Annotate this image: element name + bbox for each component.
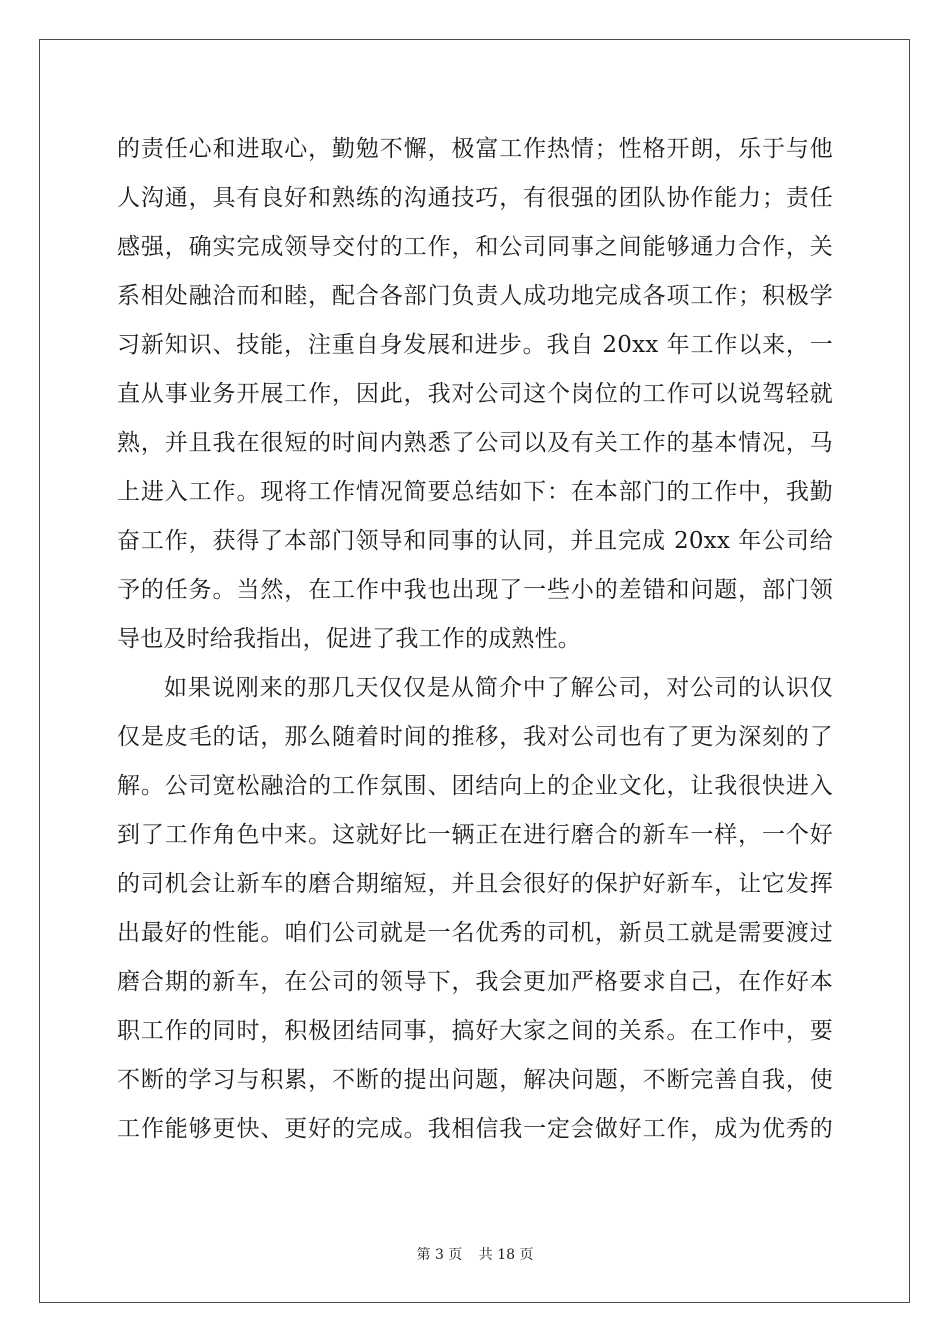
text-line: 出最好的性能。咱们公司就是一名优秀的司机，新员工就是需要渡过 xyxy=(117,920,833,946)
text-line: 如果说刚来的那几天仅仅是从简介中了解公司，对公司的认识仅 xyxy=(164,675,833,701)
text-line: 系相处融洽而和睦，配合各部门负责人成功地完成各项工作；积极学 xyxy=(117,283,833,309)
text-line: 熟，并且我在很短的时间内熟悉了公司以及有关工作的基本情况，马 xyxy=(117,430,833,456)
text-line: 直从事业务开展工作，因此，我对公司这个岗位的工作可以说驾轻就 xyxy=(117,381,833,407)
document-body xyxy=(117,125,833,1154)
text-line: 人沟通，具有良好和熟练的沟通技巧，有很强的团队协作能力；责任 xyxy=(117,185,833,211)
paragraph-1 xyxy=(117,125,833,664)
text-line: 不断的学习与积累，不断的提出问题，解决问题，不断完善自我，使 xyxy=(117,1067,833,1093)
text-line: 导也及时给我指出，促进了我工作的成熟性。 xyxy=(117,626,581,652)
text-line: 仅是皮毛的话，那么随着时间的推移，我对公司也有了更为深刻的了 xyxy=(117,724,833,750)
text-line: 的司机会让新车的磨合期缩短，并且会很好的保护好新车，让它发挥 xyxy=(117,871,833,897)
page-footer xyxy=(0,1244,950,1264)
text-line: 感强，确实完成领导交付的工作，和公司同事之间能够通力合作，关 xyxy=(117,234,833,260)
text-line: 磨合期的新车，在公司的领导下，我会更加严格要求自己，在作好本 xyxy=(117,969,833,995)
text-line: 到了工作角色中来。这就好比一辆正在进行磨合的新车一样，一个好 xyxy=(117,822,833,848)
text-line: 习新知识、技能，注重自身发展和进步。我自 20xx 年工作以来，一 xyxy=(117,332,833,358)
text-line: 予的任务。当然，在工作中我也出现了一些小的差错和问题，部门领 xyxy=(117,577,833,603)
text-line: 解。公司宽松融洽的工作氛围、团结向上的企业文化，让我很快进入 xyxy=(117,773,833,799)
page-total: 共 18 页 xyxy=(478,1247,534,1263)
text-line: 的责任心和进取心，勤勉不懈，极富工作热情；性格开朗，乐于与他 xyxy=(117,136,833,162)
paragraph-2 xyxy=(117,664,833,1154)
text-line: 工作能够更快、更好的完成。我相信我一定会做好工作，成为优秀的 xyxy=(117,1116,833,1142)
text-line: 职工作的同时，积极团结同事，搞好大家之间的关系。在工作中，要 xyxy=(117,1018,833,1044)
text-line: 奋工作，获得了本部门领导和同事的认同，并且完成 20xx 年公司给 xyxy=(117,528,833,554)
page-number: 第 3 页 xyxy=(416,1247,463,1263)
text-line: 上进入工作。现将工作情况简要总结如下：在本部门的工作中，我勤 xyxy=(117,479,833,505)
